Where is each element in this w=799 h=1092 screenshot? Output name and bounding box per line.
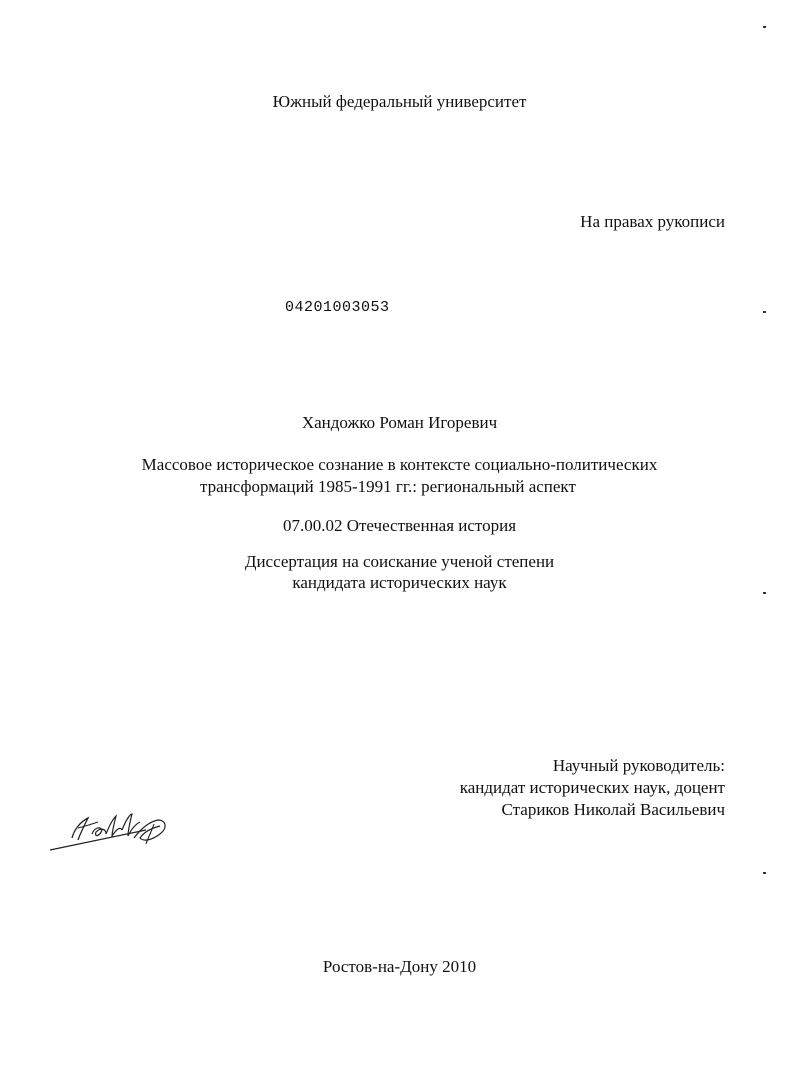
registration-code: 04201003053 (285, 299, 390, 316)
supervisor-rank: кандидат исторических наук, доцент (459, 778, 725, 797)
supervisor-name: Стариков Николай Васильевич (501, 800, 725, 819)
signature-icon (48, 808, 178, 856)
city-year: Ростов-на-Дону 2010 (322, 957, 477, 976)
scan-mark (763, 872, 766, 874)
dissertation-title-line-1: Массовое историческое сознание в контексте социально-политических (141, 455, 658, 474)
specialty-code: 07.00.02 Отечественная история (282, 516, 517, 535)
degree-line-2: кандидата исторических наук (292, 573, 507, 592)
rights-note: На правах рукописи (580, 212, 725, 231)
degree-line-1: Диссертация на соискание ученой степени (244, 552, 555, 571)
author-name: Хандожко Роман Игоревич (301, 413, 498, 432)
supervisor-block (460, 755, 725, 821)
scan-mark (763, 592, 766, 594)
supervisor-heading: Научный руководитель: (552, 756, 725, 775)
scan-mark (763, 311, 766, 313)
university-name: Южный федеральный университет (272, 92, 527, 111)
scan-mark (763, 26, 766, 28)
dissertation-title-line-2: трансформаций 1985-1991 гг.: региональный аспект (200, 477, 576, 496)
